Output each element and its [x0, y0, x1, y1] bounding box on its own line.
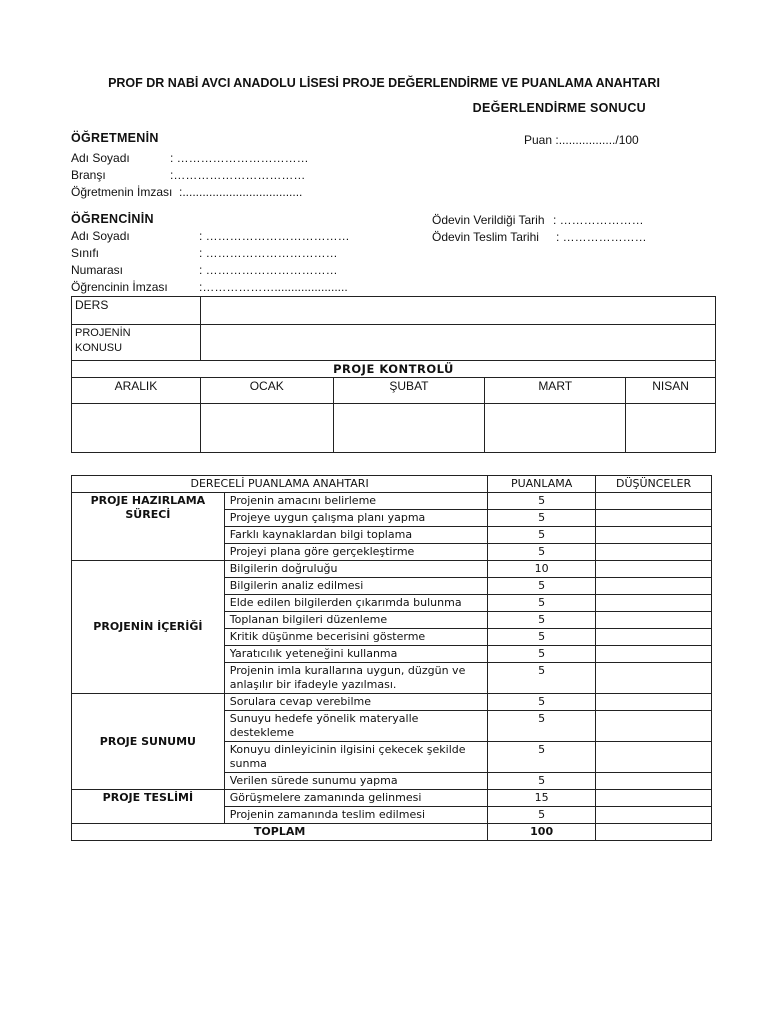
table-row: [72, 493, 712, 510]
control-cell: [200, 404, 333, 453]
criterion-notes: [596, 510, 712, 527]
project-topic-label-line2: KONUSU: [75, 342, 123, 354]
teacher-name-label: Adı Soyadı: [71, 151, 130, 165]
student-signature-label: Öğrencinin İmzası: [71, 280, 168, 294]
criterion-points: 5: [488, 711, 596, 742]
criterion-points: 15: [488, 790, 596, 807]
criterion-text: Projenin amacını belirleme: [224, 493, 487, 510]
criterion-text: Toplanan bilgileri düzenleme: [224, 612, 487, 629]
rubric-category-preparation: [72, 493, 225, 561]
criterion-points: 5: [488, 578, 596, 595]
criterion-text: Bilgilerin doğruluğu: [224, 561, 487, 578]
criterion-text: Sunuyu hedefe yönelik materyalle destekleme: [224, 711, 487, 742]
criterion-text: Kritik düşünme becerisini gösterme: [224, 629, 487, 646]
student-name-label: Adı Soyadı: [71, 229, 130, 243]
rubric-category-content: PROJENİN İÇERİĞİ: [72, 561, 225, 694]
table-row: [72, 790, 712, 807]
criterion-points: 5: [488, 663, 596, 694]
criterion-text: Bilgilerin analiz edilmesi: [224, 578, 487, 595]
teacher-heading: ÖĞRETMENİN: [71, 131, 159, 145]
control-cell: [72, 404, 201, 453]
due-date-label: Ödevin Teslim Tarihi: [432, 230, 539, 244]
student-class-value: : ……………………………: [199, 246, 338, 260]
month-february: ŞUBAT: [333, 378, 485, 404]
student-number-label: Numarası: [71, 263, 124, 277]
criterion-notes: [596, 711, 712, 742]
criterion-notes: [596, 742, 712, 773]
criterion-text: Elde edilen bilgilerden çıkarımda bulunma: [224, 595, 487, 612]
criterion-notes: [596, 773, 712, 790]
criterion-text: Yaratıcılık yeteneğini kullanma: [224, 646, 487, 663]
project-control-heading: PROJE KONTROLÜ: [72, 361, 716, 378]
criterion-text: Projeye uygun çalışma planı yapma: [224, 510, 487, 527]
month-january: OCAK: [200, 378, 333, 404]
project-info-table: [71, 296, 716, 453]
student-heading: ÖĞRENCİNİN: [71, 212, 154, 226]
category-label-line2: SÜRECİ: [125, 508, 171, 521]
criterion-notes: [596, 595, 712, 612]
criterion-points: 5: [488, 807, 596, 824]
criterion-points: 5: [488, 694, 596, 711]
criterion-points: 5: [488, 612, 596, 629]
criterion-points: 10: [488, 561, 596, 578]
month-december: ARALIK: [72, 378, 201, 404]
rubric-header-notes: DÜŞÜNCELER: [596, 476, 712, 493]
table-row: [72, 694, 712, 711]
criterion-points: 5: [488, 646, 596, 663]
page-title: PROF DR NABİ AVCI ANADOLU LİSESİ PROJE DEĞERLENDİRME VE PUANLAMA ANAHTARI: [108, 76, 660, 90]
rubric-category-presentation: PROJE SUNUMU: [72, 694, 225, 790]
criterion-text: Verilen sürede sunumu yapma: [224, 773, 487, 790]
criterion-text: Görüşmelere zamanında gelinmesi: [224, 790, 487, 807]
criterion-notes: [596, 629, 712, 646]
teacher-name-value: : ……………………………: [170, 151, 309, 165]
total-row: [72, 824, 712, 841]
month-april: NISAN: [626, 378, 716, 404]
month-march: MART: [485, 378, 626, 404]
criterion-notes: [596, 578, 712, 595]
criterion-text: Projenin zamanında teslim edilmesi: [224, 807, 487, 824]
criterion-notes: [596, 612, 712, 629]
due-date-value: : …………………: [556, 230, 647, 244]
criterion-notes: [596, 527, 712, 544]
assigned-date-label: Ödevin Verildiği Tarih: [432, 213, 545, 227]
criterion-points: 5: [488, 742, 596, 773]
student-number-value: : ……………………………: [199, 263, 338, 277]
criterion-text: Projenin imla kurallarına uygun, düzgün ve anlaşılır bir ifadeyle yazılması.: [224, 663, 487, 694]
teacher-signature-label: Öğretmenin İmzası: [71, 185, 173, 199]
criterion-text: Projeyi plana göre gerçekleştirme: [224, 544, 487, 561]
course-value-cell: [200, 297, 715, 325]
criterion-notes: [596, 807, 712, 824]
criterion-text: Sorulara cevap verebilme: [224, 694, 487, 711]
table-row: [72, 561, 712, 578]
criterion-text: Farklı kaynaklardan bilgi toplama: [224, 527, 487, 544]
criterion-notes: [596, 663, 712, 694]
teacher-branch-label: Branşı: [71, 168, 106, 182]
control-cell: [485, 404, 626, 453]
student-name-value: : ………………………………: [199, 229, 350, 243]
teacher-branch-value: :……………………………: [170, 168, 306, 182]
criterion-points: 5: [488, 629, 596, 646]
teacher-signature-value: :....................................: [179, 185, 303, 199]
criterion-text: Konuyu dinleyicinin ilgisini çekecek şekilde sunma: [224, 742, 487, 773]
project-topic-label: [72, 325, 201, 361]
rubric-header-title: DERECELİ PUANLAMA ANAHTARI: [72, 476, 488, 493]
score-field: Puan :................./100: [524, 133, 639, 147]
criterion-points: 5: [488, 544, 596, 561]
student-class-label: Sınıfı: [71, 246, 100, 260]
control-cell: [626, 404, 716, 453]
total-label: TOPLAM: [72, 824, 488, 841]
course-label: DERS: [72, 297, 201, 325]
criterion-notes: [596, 493, 712, 510]
criterion-notes: [596, 646, 712, 663]
assigned-date-value: : …………………: [553, 213, 644, 227]
criterion-points: 5: [488, 527, 596, 544]
criterion-points: 5: [488, 510, 596, 527]
student-signature-value: :………………......................: [199, 280, 348, 294]
criterion-notes: [596, 694, 712, 711]
criterion-points: 5: [488, 773, 596, 790]
project-topic-label-line1: PROJENİN: [75, 327, 131, 339]
criterion-points: 5: [488, 493, 596, 510]
evaluation-result-heading: DEĞERLENDİRME SONUCU: [472, 101, 646, 115]
total-value: 100: [488, 824, 596, 841]
project-topic-value-cell: [200, 325, 715, 361]
rubric-table: [71, 475, 712, 841]
criterion-notes: [596, 544, 712, 561]
rubric-header-score: PUANLAMA: [488, 476, 596, 493]
control-cell: [333, 404, 485, 453]
criterion-notes: [596, 790, 712, 807]
category-label-line1: PROJE HAZIRLAMA: [90, 494, 206, 507]
rubric-category-delivery: PROJE TESLİMİ: [72, 790, 225, 824]
criterion-points: 5: [488, 595, 596, 612]
criterion-notes: [596, 561, 712, 578]
total-notes: [596, 824, 712, 841]
